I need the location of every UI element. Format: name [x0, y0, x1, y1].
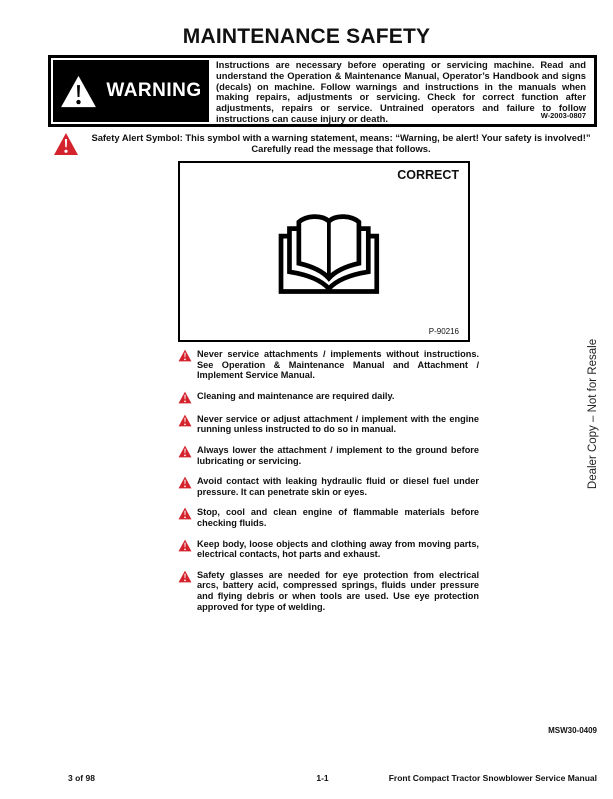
warning-text: Instructions are necessary before operating or servicing machine. Read and understand the Operation & Maintenance Manual, Operator’s Handbook and signs (decals) on machine. Follow warnings and instructions in the manuals when making repairs, adjustments or servicing. Check for correct function after adjustments, repairs or service. Untrained operators and failure to follow instructions can cause injury or death. — [216, 59, 586, 124]
safety-alert-row — [53, 131, 597, 156]
bullet-text: Always lower the attachment / implement to the ground before lubricating or servicing. — [197, 444, 479, 466]
safety-bullet — [178, 349, 479, 381]
safety-bullet — [178, 570, 479, 612]
alert-triangle-icon — [178, 349, 192, 362]
safety-alert-text: Safety Alert Symbol: This symbol with a warning statement, means: “Warning, be alert! Your safety is involved!” Carefully read the message that follows. — [91, 132, 591, 154]
alert-triangle-icon — [178, 414, 192, 427]
safety-bullet-list — [178, 349, 479, 622]
correct-figure-box — [178, 161, 470, 342]
warning-panel — [53, 60, 209, 122]
page-title: MAINTENANCE SAFETY — [182, 25, 431, 48]
safety-bullet — [178, 414, 479, 435]
alert-triangle-icon — [178, 391, 192, 404]
bullet-text: Never service attachments / implements without instructions. See Operation & Maintenance Manual and Attachment / Implement Service Manual. — [197, 349, 479, 381]
bullet-text: Stop, cool and clean engine of flammable materials before checking fluids. — [197, 507, 479, 528]
warning-text-area — [211, 58, 594, 124]
warning-label: WARNING — [106, 80, 202, 101]
figure-code: P-90216 — [428, 327, 459, 336]
safety-bullet — [178, 539, 479, 560]
bullet-text: Never service or adjust attachment / implement with the engine running unless instructed to do so in manual. — [197, 413, 479, 435]
footer-manual-title: Front Compact Tractor Snowblower Service Manual — [388, 773, 597, 783]
warning-box — [48, 55, 597, 127]
alert-triangle-icon — [178, 507, 192, 520]
bullet-text: Safety glasses are needed for eye protection from electrical arcs, battery acid, compressed springs, fluids under pressure and flying debris or when tools are used. Use eye protection approved for type of welding. — [197, 569, 479, 612]
safety-bullet — [178, 445, 479, 466]
document-code: MSW30-0409 — [548, 726, 597, 735]
dealer-watermark: Dealer Copy – Not for Resale — [587, 338, 599, 490]
alert-triangle-icon — [178, 539, 192, 552]
alert-triangle-icon — [178, 570, 192, 583]
bullet-text: Cleaning and maintenance are required daily. — [197, 390, 395, 401]
safety-alert-triangle-icon — [53, 132, 79, 156]
safety-bullet — [178, 476, 479, 497]
safety-bullet — [178, 391, 479, 404]
alert-triangle-icon — [178, 476, 192, 489]
footer-page-count: 3 of 98 — [68, 773, 95, 783]
bullet-text: Keep body, loose objects and clothing away from moving parts, electrical contacts, hot parts and exhaust. — [197, 538, 479, 560]
warning-triangle-icon — [60, 75, 97, 108]
correct-label: CORRECT — [397, 168, 459, 182]
footer-section-page: 1-1 — [316, 773, 329, 783]
warning-code: W-2003-0807 — [540, 111, 586, 121]
bullet-text: Avoid contact with leaking hydraulic fluid or diesel fuel under pressure. It can penetrate skin or eyes. — [197, 476, 479, 497]
open-book-icon — [268, 206, 390, 300]
safety-bullet — [178, 507, 479, 528]
alert-triangle-icon — [178, 445, 192, 458]
